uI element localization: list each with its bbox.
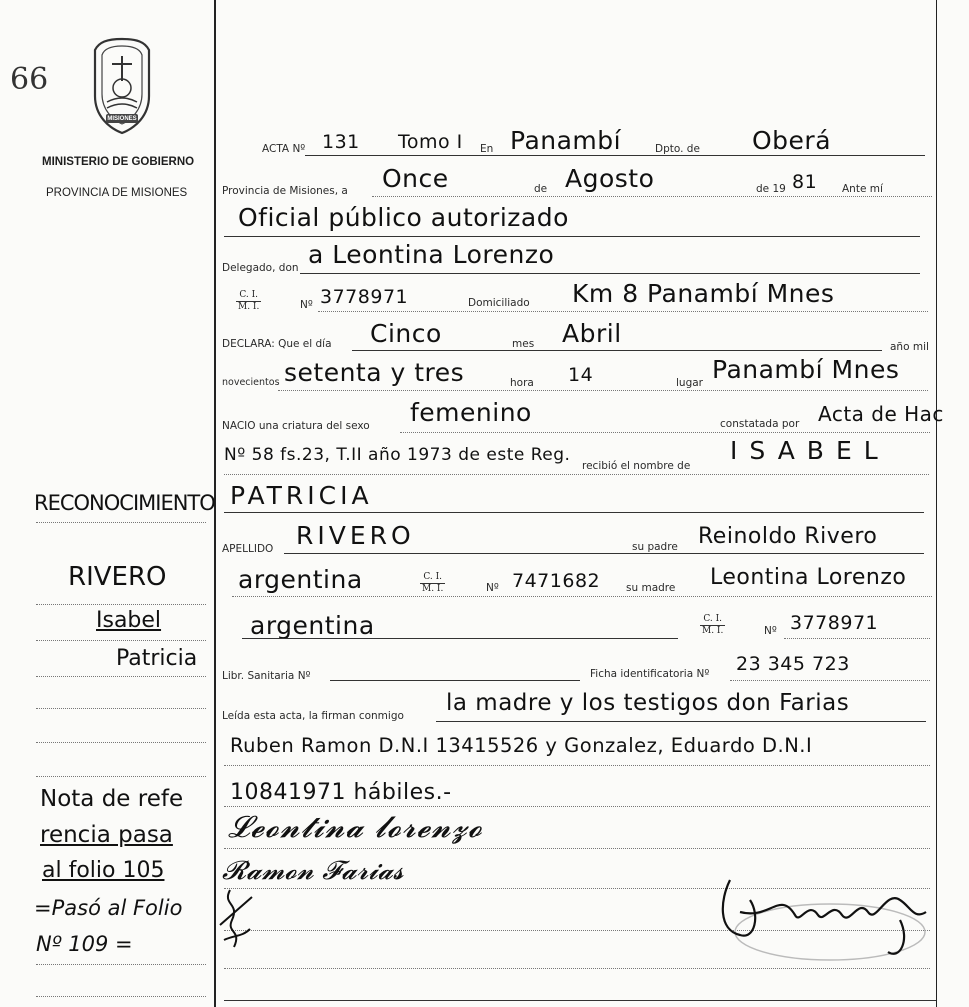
province-seal — [87, 36, 157, 136]
name1-value: ISABEL — [730, 436, 890, 465]
birth-month-value: Abril — [562, 319, 622, 348]
no-label: Nº — [300, 299, 313, 311]
ante-label: Ante mí — [842, 183, 883, 195]
delegado-value: a Leontina Lorenzo — [308, 240, 555, 269]
seal-label: MISIONES — [107, 116, 137, 122]
mes-label: mes — [512, 338, 535, 350]
witness-2-signature — [212, 885, 262, 955]
margin-note-3: al folio 105 — [42, 858, 165, 883]
page-number: 66 — [10, 62, 49, 97]
mother-nationality: argentina — [250, 611, 375, 640]
sex-value: femenino — [410, 398, 532, 427]
mother-no-label: Nº — [764, 625, 777, 637]
father-ci-value: 7471682 — [512, 570, 601, 592]
dpto-label: Dpto. de — [655, 143, 700, 155]
province-name: PROVINCIA DE MISIONES — [46, 187, 188, 199]
margin-note-4: =Pasó al Folio — [34, 896, 183, 920]
witnesses-line-2: Ruben Ramon D.N.I 13415526 y Gonzalez, Eduardo D.N.I — [230, 734, 813, 757]
witnesses-line-1: la madre y los testigos don Farias — [446, 690, 850, 716]
madre-label: su madre — [626, 582, 676, 594]
margin-first-name: Isabel — [96, 608, 162, 633]
novecientos-label: novecientos — [222, 377, 280, 388]
surname-value: RIVERO — [296, 521, 415, 550]
margin-note-2: rencia pasa — [40, 822, 173, 848]
day-value: Once — [382, 164, 449, 193]
ministry-name: MINISTERIO DE GOBIERNO — [42, 156, 195, 168]
leida-label: Leída esta acta, la firman conmigo — [222, 710, 404, 722]
birth-place-value: Panambí Mnes — [712, 355, 900, 384]
en-label: En — [480, 143, 494, 155]
constatada-value: Acta de Hac — [818, 402, 944, 426]
margin-second-name: Patricia — [116, 646, 198, 671]
hora-label: hora — [510, 377, 534, 389]
domicilio-value: Km 8 Panambí Mnes — [572, 279, 835, 308]
margin-title: RECONOCIMIENTO — [34, 491, 215, 515]
constatada-label: constatada por — [720, 418, 800, 430]
apellido-label: APELLIDO — [222, 543, 274, 555]
hour-value: 14 — [568, 364, 594, 386]
father-nationality: argentina — [238, 565, 363, 594]
ficha-label: Ficha identificatoria Nº — [590, 668, 710, 680]
mother-value: Leontina Lorenzo — [710, 565, 907, 590]
birth-year-value: setenta y tres — [284, 358, 465, 387]
ci-mi-fraction: $\frac{C. I.}{M. I.}$ — [238, 290, 260, 312]
acta-label: ACTA Nº — [262, 143, 306, 155]
father-no-label: Nº — [486, 582, 499, 594]
de-label: de — [534, 183, 548, 195]
father-ci-fraction: $\frac{C. I.}{M. I.}$ — [422, 572, 444, 594]
name2-value: PATRICIA — [230, 481, 373, 510]
father-value: Reinoldo Rivero — [698, 524, 878, 549]
witness-signature: 𝓡𝓪𝓶𝓸𝓷 𝓕𝓪𝓻𝓲𝓪𝓼 — [222, 856, 404, 886]
place-value: Panambí — [510, 126, 622, 155]
month-value: Agosto — [565, 164, 655, 193]
official-value: Oficial público autorizado — [238, 203, 569, 232]
year-label: de 19 — [756, 183, 786, 195]
anio-label: año mil — [890, 341, 929, 353]
recibio-label: recibió el nombre de — [582, 460, 691, 472]
lugar-label: lugar — [676, 377, 703, 389]
acta-number: 131 — [322, 131, 360, 153]
provincia-label: Provincia de Misiones, a — [222, 185, 348, 197]
margin-surname: RIVERO — [68, 562, 167, 592]
year-suffix: 81 — [792, 171, 818, 193]
tomo-value: Tomo I — [398, 131, 463, 153]
registro-value: Nº 58 fs.23, T.II año 1973 de este Reg. — [224, 445, 571, 465]
mother-ci-value: 3778971 — [790, 612, 879, 634]
ficha-value: 23 345 723 — [736, 653, 850, 675]
nacio-label: NACIO una criatura del sexo — [222, 420, 370, 432]
mother-signature: 𝓛𝓮𝓸𝓷𝓽𝓲𝓷𝓪 𝓵𝓸𝓻𝓮𝓷𝔃𝓸 — [228, 810, 483, 845]
official-signature — [700, 860, 945, 970]
dpto-value: Oberá — [752, 126, 832, 155]
witnesses-line-3: 10841971 hábiles.- — [230, 780, 452, 805]
libreta-label: Libr. Sanitaria Nº — [222, 670, 311, 682]
margin-note-5: Nº 109 = — [36, 932, 133, 956]
declara-label: DECLARA: Que el día — [222, 338, 332, 350]
right-margin-rule — [936, 0, 937, 1007]
birth-day-value: Cinco — [370, 319, 442, 348]
mother-ci-fraction: $\frac{C. I.}{M. I.}$ — [702, 614, 724, 636]
domicilio-label: Domiciliado — [468, 297, 530, 309]
ci-number: 3778971 — [320, 286, 409, 308]
delegado-label: Delegado, don — [222, 262, 299, 274]
padre-label: su padre — [632, 541, 678, 553]
margin-note-1: Nota de refe — [40, 786, 184, 812]
